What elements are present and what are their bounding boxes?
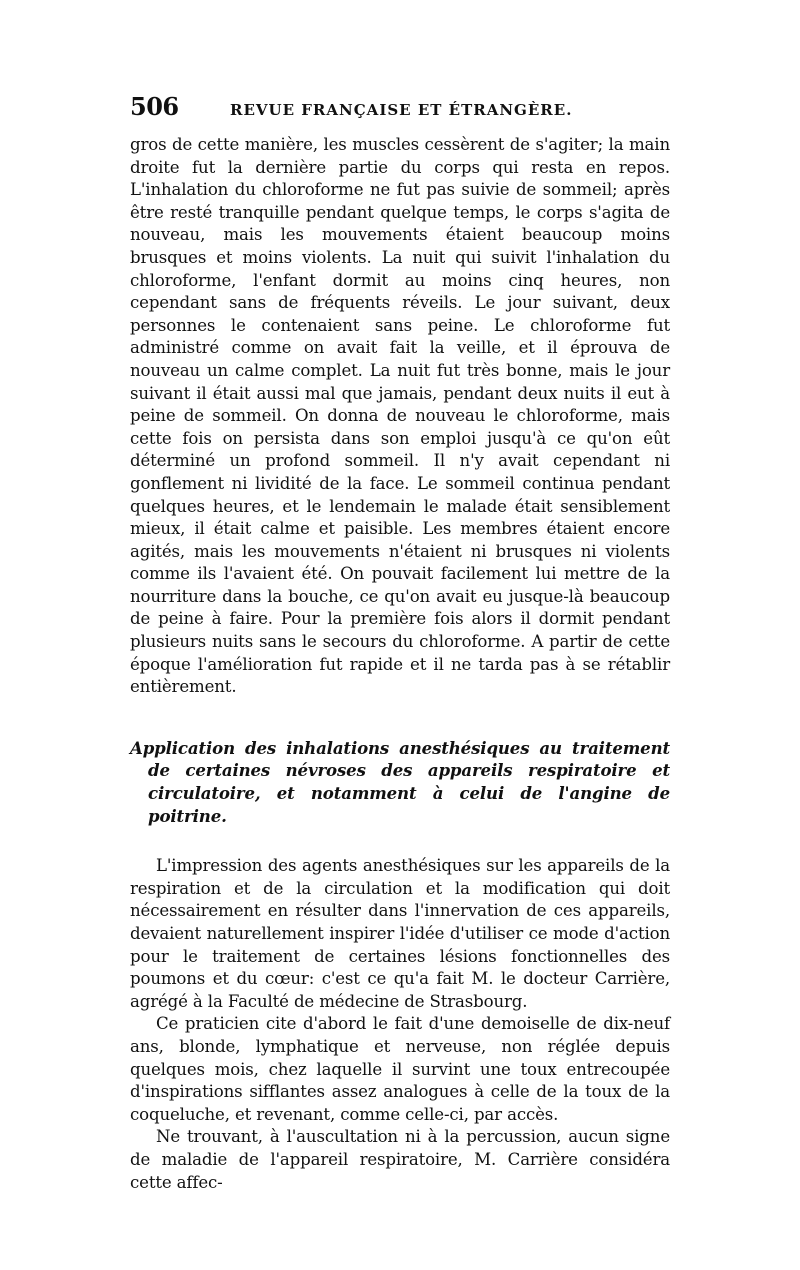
body-paragraph: L'impression des agents anesthésiques sur les appareils de la respiration et de la circulation et la modification qui doit nécessairement en résulter dans l'innervation de ces appareils, devaient naturellement inspirer l'idée d'utiliser ce mode d'action pour le traitement de certaines lésions fonctionnelles des poumons et du cœur: c'est ce qu'a fait M. le docteur Carrière, agrégé à la Faculté de médecine de Strasbourg. bbox=[130, 856, 670, 1011]
section-heading: Application des inhalations anesthésiques au traitement de certaines névroses des appareils respiratoire et circulatoire, et notamment à celui de l'angine de poitrine. bbox=[130, 737, 670, 826]
body-paragraph: gros de cette manière, les muscles cessèrent de s'agiter; la main droite fut la dernière partie du corps qui resta en repos. L'inhalation du chloroforme ne fut pas suivie de sommeil; après être resté tranquille pendant quelque temps, le corps s'agita de nouveau, mais les mouvements étaient beaucoup moins brusques et moins violents. La nuit qui suivit l'inhalation du chloroforme, l'enfant dormit au moins cinq heures, non cependant sans de fréquents réveils. Le jour suivant, deux personnes le contenaient sans peine. Le chloroforme fut administré comme on avait fait la veille, et il éprouva de nouveau un calme complet. La nuit fut très bonne, mais le jour suivant il était aussi mal que jamais, pendant deux nuits il eut à peine de sommeil. On donna de nouveau le chloroforme, mais cette fois on persista dans son emploi jusqu'à ce qu'on eût déterminé un profond sommeil. Il n'y avait cependant ni gonflement ni lividité de la face. Le sommeil continua pendant quelques heures, et le lendemain le malade était sensiblement mieux, il était calme et paisible. Les membres étaient encore agités, mais les mouvements n'étaient ni brusques ni violents comme ils l'avaient été. On pouvait facilement lui mettre de la nourriture dans la bouche, ce qu'on avait eu jusque-là beaucoup de peine à faire. Pour la première fois alors il dormit pendant plusieurs nuits sans le secours du chloroforme. A partir de cette époque l'amélioration fut rapide et il ne tarda pas à se rétablir entièrement. bbox=[130, 135, 670, 697]
journal-title: REVUE FRANÇAISE ET ÉTRANGÈRE. bbox=[230, 101, 573, 119]
body-paragraph: Ne trouvant, à l'auscultation ni à la percussion, aucun signe de maladie de l'appareil respiratoire, M. Carrière considéra cette affec- bbox=[130, 1127, 670, 1192]
book-page bbox=[130, 92, 670, 1194]
running-head bbox=[130, 92, 670, 128]
body-paragraph: Ce praticien cite d'abord le fait d'une demoiselle de dix-neuf ans, blonde, lymphatique et nerveuse, non réglée depuis quelques mois, chez laquelle il survint une toux entrecoupée d'inspirations sifflantes assez analogues à celle de la toux de la coqueluche, et revenant, comme celle-ci, par accès. bbox=[130, 1014, 670, 1124]
page-number: 506 bbox=[130, 92, 179, 121]
